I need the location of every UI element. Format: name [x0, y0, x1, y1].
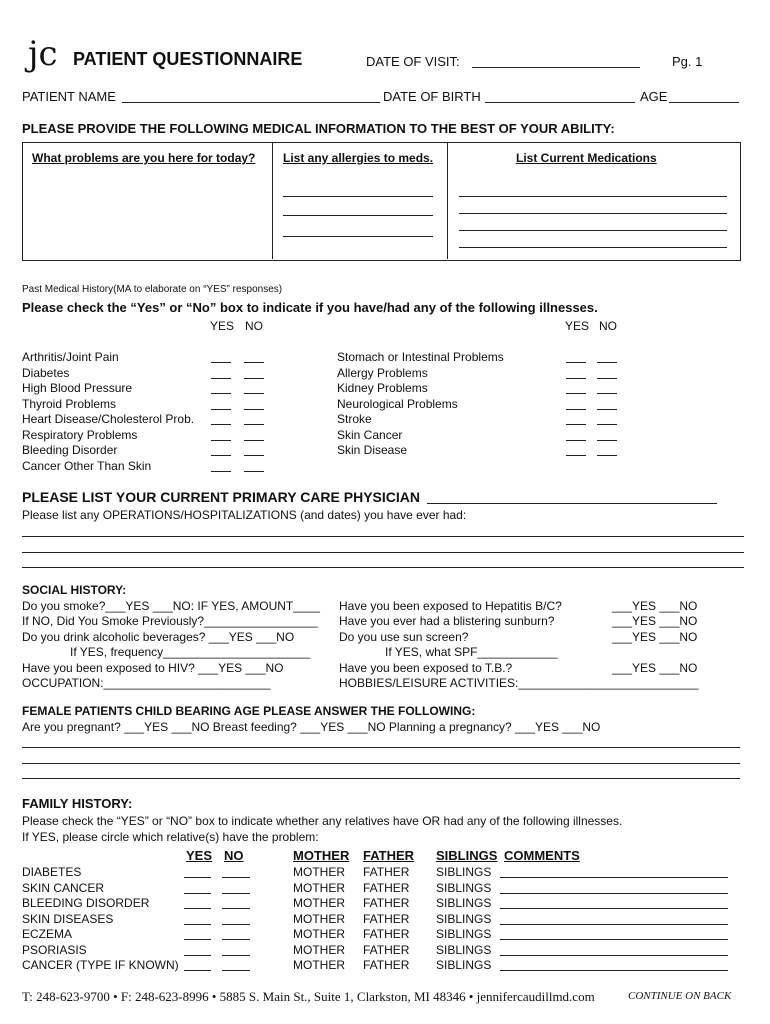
family-comment-line[interactable]: [500, 908, 728, 909]
allergies-header: List any allergies to meds.: [283, 151, 434, 165]
dob-label: DATE OF BIRTH: [383, 89, 481, 104]
family-no-box[interactable]: [222, 955, 250, 956]
family-condition-label: PSORIASIS: [22, 942, 87, 957]
pmh-no-box[interactable]: [597, 362, 617, 363]
pmh-yes-box[interactable]: [211, 362, 231, 363]
pmh-no-box[interactable]: [244, 393, 264, 394]
pmh-condition-label: Respiratory Problems: [22, 427, 138, 442]
pmh-yes-header-right: YES: [565, 319, 590, 333]
family-condition-label: BLEEDING DISORDER: [22, 896, 150, 910]
relative-siblings[interactable]: SIBLINGS: [436, 911, 492, 926]
pmh-yes-box[interactable]: [566, 378, 586, 379]
allergy-line[interactable]: [283, 236, 433, 237]
pmh-condition-label: Heart Disease/Cholesterol Prob.: [22, 412, 195, 426]
pmh-condition-label: Stomach or Intestinal Problems: [337, 350, 504, 364]
medication-line[interactable]: [459, 230, 727, 231]
family-col-no: NO: [224, 848, 244, 863]
family-condition-label: SKIN DISEASES: [22, 911, 114, 926]
pmh-no-box[interactable]: [244, 455, 264, 456]
pmh-yes-box[interactable]: [211, 378, 231, 379]
female-notes-line[interactable]: [22, 747, 740, 748]
patient-name-field[interactable]: [122, 102, 380, 103]
family-col-mother: MOTHER: [293, 848, 350, 863]
pmh-no-box[interactable]: [244, 362, 264, 363]
family-no-box[interactable]: [222, 908, 250, 909]
pmh-condition-label: Allergy Problems: [337, 365, 428, 380]
relative-siblings[interactable]: SIBLINGS: [436, 896, 492, 910]
pmh-note: Past Medical History(MA to elaborate on “YES” responses): [22, 284, 283, 295]
family-col-comments: COMMENTS: [504, 848, 580, 863]
family-col-yes: YES: [186, 848, 213, 863]
pcp-label: PLEASE LIST YOUR CURRENT PRIMARY CARE PHYSICIAN: [22, 489, 421, 505]
family-condition-label: CANCER (TYPE IF KNOWN): [22, 958, 179, 972]
sunscreen-yes-no[interactable]: ___YES ___NO: [612, 630, 698, 644]
relative-mother[interactable]: MOTHER: [293, 896, 345, 910]
relative-mother[interactable]: MOTHER: [293, 880, 345, 895]
pmh-no-box[interactable]: [597, 409, 617, 410]
pmh-yes-box[interactable]: [211, 440, 231, 441]
relative-siblings[interactable]: SIBLINGS: [436, 958, 492, 972]
pmh-condition-label: Cancer Other Than Skin: [22, 458, 152, 473]
pmh-yes-box[interactable]: [211, 409, 231, 410]
operations-line[interactable]: [22, 536, 744, 537]
tb-question: Have you been exposed to T.B.?: [339, 661, 513, 675]
family-comment-line[interactable]: [500, 924, 728, 925]
family-comment-line[interactable]: [500, 970, 728, 971]
family-instruction-1: Please check the “YES” or “NO” box to indicate whether any relatives have OR had any of the following illnesses.: [22, 814, 623, 828]
problems-header: What problems are you here for today?: [32, 151, 256, 165]
continue-on-back: CONTINUE ON BACK: [628, 990, 732, 1002]
pmh-instruction: Please check the “Yes” or “No” box to indicate if you have/had any of the following illnesses.: [22, 300, 598, 315]
tb-yes-no[interactable]: ___YES ___NO: [612, 661, 698, 675]
pmh-condition-label: Stroke: [337, 412, 372, 426]
family-yes-box[interactable]: [184, 893, 211, 894]
hobbies-field[interactable]: HOBBIES/LEISURE ACTIVITIES:___________________________: [339, 676, 699, 690]
pmh-yes-box[interactable]: [211, 455, 231, 456]
smoke-question[interactable]: Do you smoke?___YES ___NO: IF YES, AMOUNT____: [22, 599, 320, 613]
relative-father[interactable]: FATHER: [363, 896, 410, 910]
family-yes-box[interactable]: [184, 877, 211, 878]
family-yes-box[interactable]: [184, 908, 211, 909]
family-yes-box[interactable]: [184, 939, 211, 940]
allergy-line[interactable]: [283, 215, 433, 216]
family-comment-line[interactable]: [500, 955, 728, 956]
page-number: Pg. 1: [672, 54, 703, 69]
pmh-condition-label: High Blood Pressure: [22, 381, 133, 395]
operations-label: Please list any OPERATIONS/HOSPITALIZATIONS (and dates) you have ever had:: [22, 508, 467, 522]
family-col-siblings: SIBLINGS: [436, 848, 498, 863]
operations-line[interactable]: [22, 552, 744, 553]
pmh-no-header-left: NO: [245, 319, 263, 333]
relative-mother[interactable]: MOTHER: [293, 942, 345, 957]
age-label: AGE: [640, 89, 668, 104]
family-condition-label: ECZEMA: [22, 927, 73, 941]
hepatitis-yes-no[interactable]: ___YES ___NO: [612, 599, 698, 613]
relative-mother[interactable]: MOTHER: [293, 958, 345, 972]
relative-siblings[interactable]: SIBLINGS: [436, 865, 492, 879]
sunburn-question: Have you ever had a blistering sunburn?: [339, 614, 555, 628]
pmh-yes-header-left: YES: [210, 319, 235, 333]
relative-siblings[interactable]: SIBLINGS: [436, 942, 492, 957]
patient-name-label: PATIENT NAME: [22, 89, 116, 104]
medication-line[interactable]: [459, 213, 727, 214]
family-no-box[interactable]: [222, 939, 250, 940]
relative-siblings[interactable]: SIBLINGS: [436, 880, 492, 895]
relative-mother[interactable]: MOTHER: [293, 865, 345, 879]
pmh-yes-box[interactable]: [211, 424, 231, 425]
intro-instruction: PLEASE PROVIDE THE FOLLOWING MEDICAL INFORMATION TO THE BEST OF YOUR ABILITY:: [22, 121, 615, 136]
spf-field[interactable]: If YES, what SPF____________: [385, 645, 558, 659]
relative-father[interactable]: FATHER: [363, 942, 410, 957]
alcohol-question[interactable]: Do you drink alcoholic beverages? ___YES ___NO: [22, 630, 295, 644]
hepatitis-question: Have you been exposed to Hepatitis B/C?: [339, 599, 562, 613]
dob-field[interactable]: [485, 102, 635, 103]
family-yes-box[interactable]: [184, 955, 211, 956]
pmh-yes-box[interactable]: [566, 409, 586, 410]
pmh-no-box[interactable]: [244, 378, 264, 379]
pmh-yes-box[interactable]: [566, 455, 586, 456]
medications-header: List Current Medications: [516, 151, 657, 165]
medication-line[interactable]: [459, 247, 727, 248]
female-notes-line[interactable]: [22, 778, 740, 779]
relative-father[interactable]: FATHER: [363, 865, 410, 879]
family-instruction-2: If YES, please circle which relative(s) have the problem:: [22, 830, 319, 844]
sunscreen-question: Do you use sun screen?: [339, 630, 469, 644]
pmh-no-box[interactable]: [244, 440, 264, 441]
pmh-no-box[interactable]: [597, 378, 617, 379]
pmh-yes-box[interactable]: [566, 393, 586, 394]
family-heading: FAMILY HISTORY:: [22, 796, 133, 811]
relative-father[interactable]: FATHER: [363, 927, 410, 941]
family-comment-line[interactable]: [500, 939, 728, 940]
family-no-box[interactable]: [222, 924, 250, 925]
occupation-field[interactable]: OCCUPATION:_________________________: [22, 676, 271, 690]
pmh-condition-label: Bleeding Disorder: [22, 443, 118, 457]
pcp-field[interactable]: [427, 503, 717, 504]
family-condition-label: DIABETES: [22, 865, 82, 879]
pmh-no-box[interactable]: [597, 440, 617, 441]
relative-father[interactable]: FATHER: [363, 911, 410, 926]
relative-mother[interactable]: MOTHER: [293, 927, 345, 941]
pmh-condition-label: Kidney Problems: [337, 381, 428, 395]
hiv-question[interactable]: Have you been exposed to HIV? ___YES ___NO: [22, 661, 284, 675]
date-of-visit-label: DATE OF VISIT:: [366, 54, 460, 69]
age-field[interactable]: [669, 102, 739, 103]
family-col-father: FATHER: [363, 848, 415, 863]
family-comment-line[interactable]: [500, 893, 728, 894]
pmh-condition-label: Arthritis/Joint Pain: [22, 350, 119, 364]
pmh-condition-label: Skin Disease: [337, 443, 408, 457]
female-questions[interactable]: Are you pregnant? ___YES ___NO Breast feeding? ___YES ___NO Planning a pregnancy? ___YES ___NO: [22, 720, 601, 734]
pmh-no-box[interactable]: [244, 409, 264, 410]
pmh-no-box[interactable]: [597, 424, 617, 425]
pmh-yes-box[interactable]: [566, 440, 586, 441]
family-yes-box[interactable]: [184, 924, 211, 925]
sunburn-yes-no[interactable]: ___YES ___NO: [612, 614, 698, 628]
relative-father[interactable]: FATHER: [363, 958, 410, 972]
logo: jc: [28, 34, 58, 74]
page-title: PATIENT QUESTIONNAIRE: [73, 49, 303, 69]
medication-line[interactable]: [459, 196, 727, 197]
footer-contact: T: 248-623-9700 • F: 248-623-8996 • 5885 S. Main St., Suite 1, Clarkston, MI 48346 • jennifercaudillmd.com: [22, 989, 595, 1004]
pmh-condition-label: Skin Cancer: [337, 427, 403, 442]
family-no-box[interactable]: [222, 877, 250, 878]
female-heading: FEMALE PATIENTS CHILD BEARING AGE PLEASE ANSWER THE FOLLOWING:: [22, 704, 476, 718]
smoke-prev-question[interactable]: If NO, Did You Smoke Previously?_________________: [22, 614, 318, 628]
pmh-yes-box[interactable]: [211, 393, 231, 394]
pmh-yes-box[interactable]: [566, 424, 586, 425]
family-no-box[interactable]: [222, 893, 250, 894]
relative-mother[interactable]: MOTHER: [293, 911, 345, 926]
pmh-no-box[interactable]: [597, 455, 617, 456]
social-heading: SOCIAL HISTORY:: [22, 583, 127, 597]
pmh-no-box[interactable]: [597, 393, 617, 394]
pmh-yes-box[interactable]: [566, 362, 586, 363]
allergy-line[interactable]: [283, 196, 433, 197]
relative-father[interactable]: FATHER: [363, 880, 410, 895]
pmh-no-header-right: NO: [599, 319, 617, 333]
pmh-condition-label: Neurological Problems: [337, 396, 458, 411]
pmh-yes-box[interactable]: [211, 471, 231, 472]
family-comment-line[interactable]: [500, 877, 728, 878]
family-yes-box[interactable]: [184, 970, 211, 971]
female-notes-line[interactable]: [22, 763, 740, 764]
alcohol-frequency[interactable]: If YES, frequency______________________: [70, 645, 310, 659]
pmh-condition-label: Thyroid Problems: [22, 396, 117, 411]
family-condition-label: SKIN CANCER: [22, 880, 105, 895]
operations-line[interactable]: [22, 567, 744, 568]
family-no-box[interactable]: [222, 970, 250, 971]
pmh-condition-label: Diabetes: [22, 365, 70, 380]
pmh-no-box[interactable]: [244, 471, 264, 472]
pmh-no-box[interactable]: [244, 424, 264, 425]
relative-siblings[interactable]: SIBLINGS: [436, 927, 492, 941]
date-of-visit-field[interactable]: [472, 67, 640, 68]
